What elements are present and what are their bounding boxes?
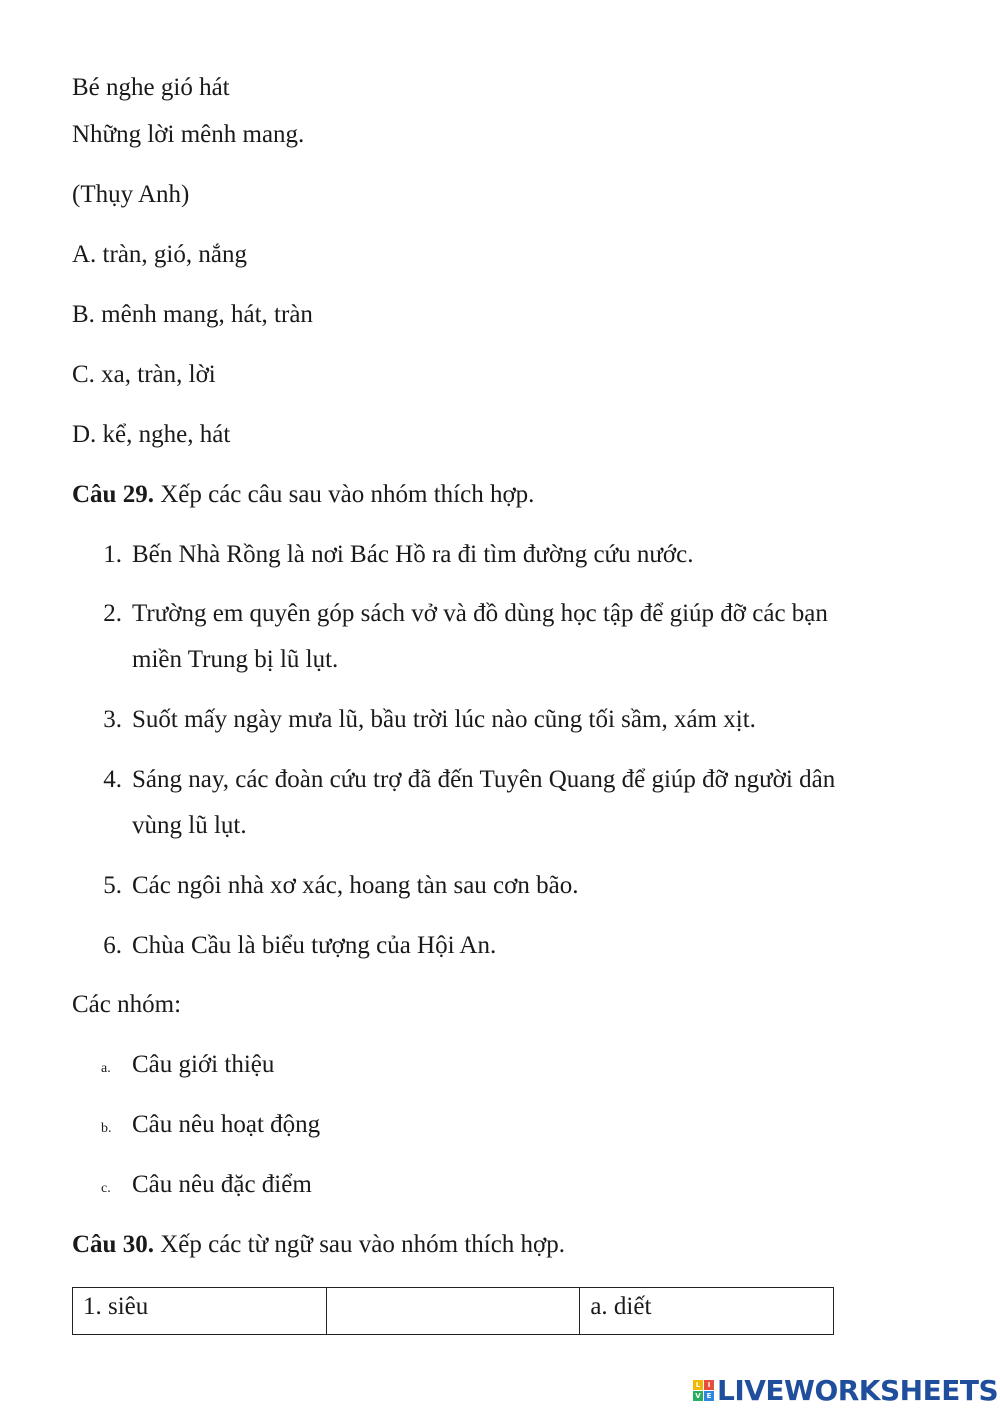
sentence-text: Chùa Cầu là biểu tượng của Hội An. xyxy=(132,932,497,959)
sentence-text: Suốt mấy ngày mưa lũ, bầu trời lúc nào cũng tối sầm, xám xịt. xyxy=(132,706,756,733)
question-29-prompt: Xếp các câu sau vào nhóm thích hợp. xyxy=(153,481,535,508)
logo-letter: E xyxy=(704,1391,714,1401)
liveworksheets-logo xyxy=(693,1374,998,1406)
question-30 xyxy=(72,1230,565,1260)
poem-line-1: Bé nghe gió hát xyxy=(72,74,230,101)
logo-icon xyxy=(693,1380,714,1401)
question-30-label: Câu 30. xyxy=(72,1231,154,1258)
sentence-number: 3. xyxy=(103,706,122,733)
sentence-text: Sáng nay, các đoàn cứu trợ đã đến Tuyên Quang để giúp đỡ người dân xyxy=(132,766,836,793)
sentence-number: 5. xyxy=(103,872,122,899)
sentence-text: Các ngôi nhà xơ xác, hoang tàn sau cơn bão. xyxy=(132,872,579,899)
option-d: D. kể, nghe, hát xyxy=(72,421,231,448)
word-table xyxy=(72,1287,834,1335)
group-text: Câu nêu đặc điểm xyxy=(132,1171,312,1198)
sentence-number: 4. xyxy=(103,766,122,793)
logo-letter: I xyxy=(704,1380,714,1390)
question-29 xyxy=(72,480,534,510)
sentence-text: Bến Nhà Rồng là nơi Bác Hồ ra đi tìm đường cứu nước. xyxy=(132,541,694,568)
poem-author: (Thụy Anh) xyxy=(72,181,190,208)
table-cell: a. diết xyxy=(580,1288,834,1335)
sentence-number: 2. xyxy=(103,600,122,627)
brand-name: LIVEWORKSHEETS xyxy=(717,1373,999,1407)
table-row xyxy=(73,1288,834,1335)
sentence-text-cont: miền Trung bị lũ lụt. xyxy=(132,646,339,673)
table-cell xyxy=(326,1288,580,1335)
groups-label: Các nhóm: xyxy=(72,991,182,1018)
poem-line-2: Những lời mênh mang. xyxy=(72,121,305,148)
option-a: A. tràn, gió, nắng xyxy=(72,241,247,268)
group-letter: a. xyxy=(101,1061,111,1076)
sentence-text: Trường em quyên góp sách vở và đồ dùng học tập để giúp đỡ các bạn xyxy=(132,600,828,627)
group-text: Câu nêu hoạt động xyxy=(132,1111,321,1138)
question-29-label: Câu 29. xyxy=(72,481,154,508)
table-cell: 1. siêu xyxy=(73,1288,327,1335)
group-letter: b. xyxy=(101,1121,112,1136)
sentence-number: 1. xyxy=(103,541,122,568)
logo-letter: L xyxy=(693,1380,703,1390)
question-30-prompt: Xếp các từ ngữ sau vào nhóm thích hợp. xyxy=(153,1231,566,1258)
sentence-number: 6. xyxy=(103,932,122,959)
option-b: B. mênh mang, hát, tràn xyxy=(72,301,313,328)
sentence-text-cont: vùng lũ lụt. xyxy=(132,812,247,839)
option-c: C. xa, tràn, lời xyxy=(72,361,216,388)
logo-letter: V xyxy=(693,1391,703,1401)
group-text: Câu giới thiệu xyxy=(132,1051,275,1078)
group-letter: c. xyxy=(101,1181,111,1196)
